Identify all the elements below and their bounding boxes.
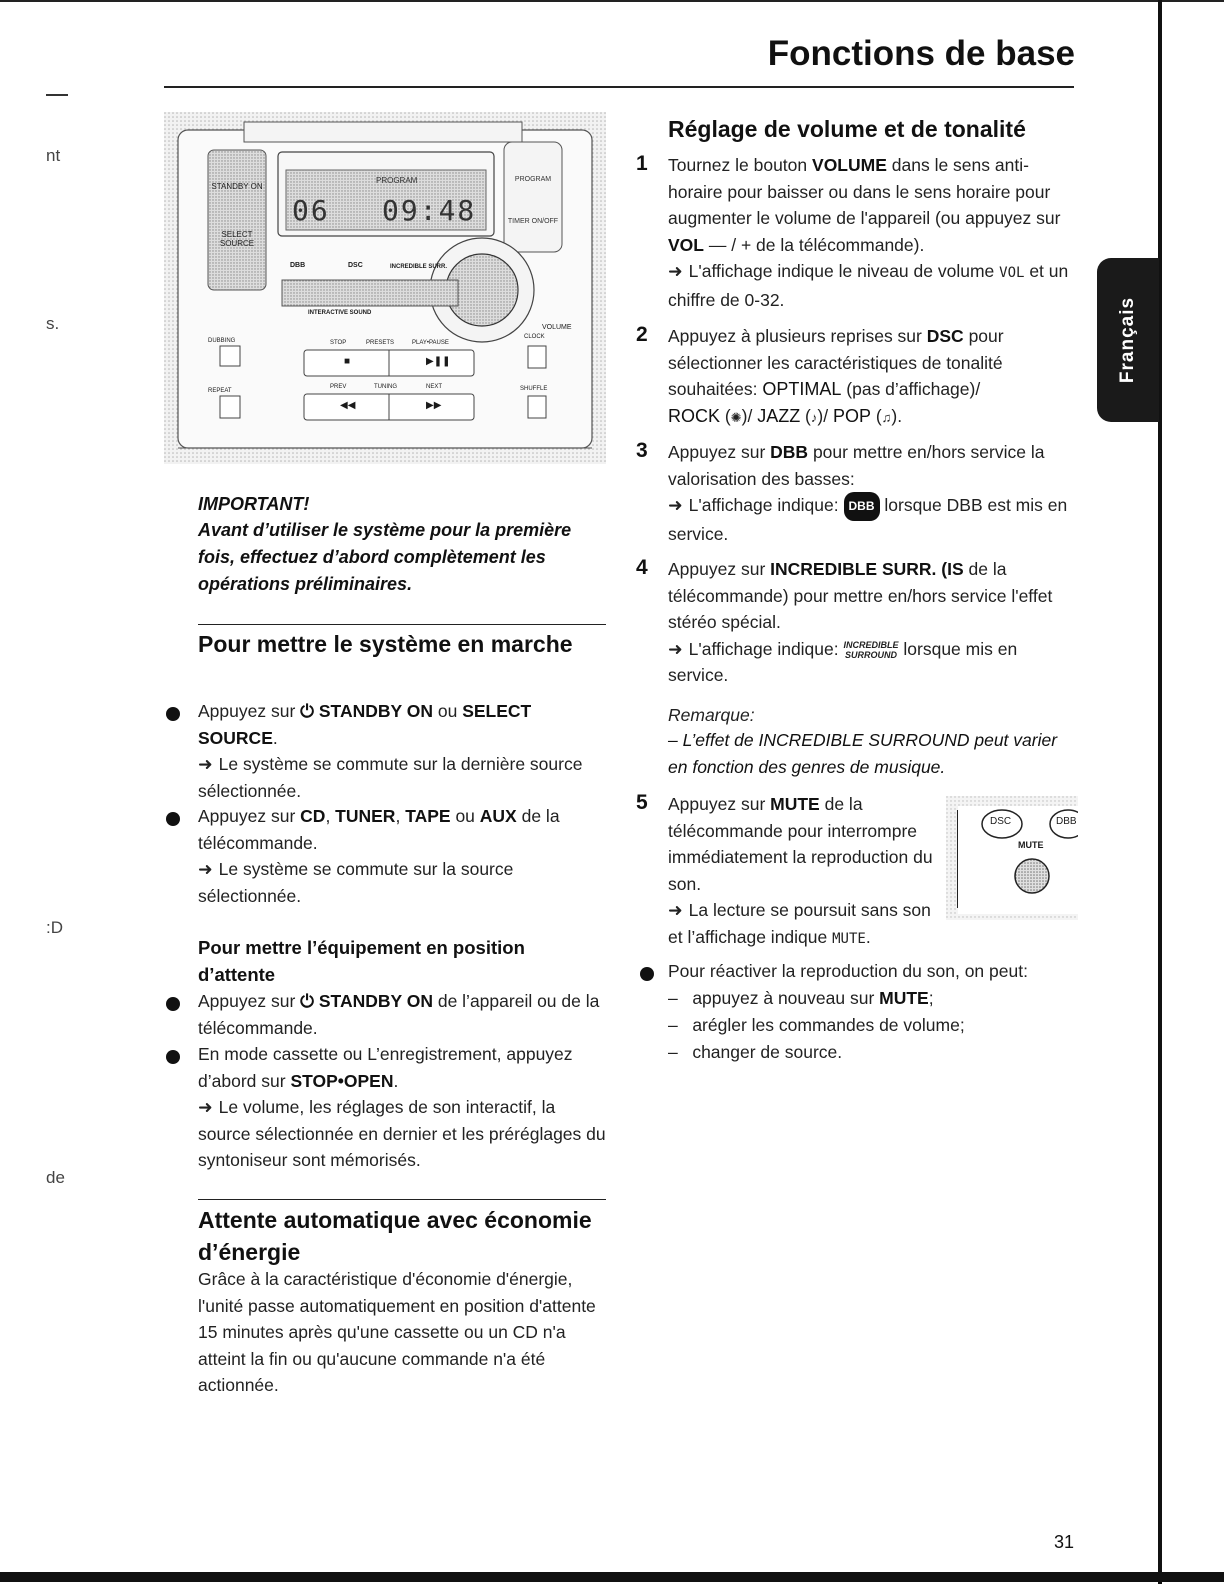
- lcd-label: PROGRAM: [376, 176, 418, 185]
- page-number: 31: [1053, 1532, 1074, 1552]
- standby-heading: Pour mettre l’équipement en position d’attente: [198, 937, 525, 985]
- device-top-handle: [244, 122, 522, 142]
- margin-fragment: s.: [46, 314, 60, 333]
- prev-label: PREV: [330, 384, 347, 390]
- device-figure: [164, 112, 606, 464]
- step-number: 2: [636, 323, 648, 346]
- repeat-label: REPEAT: [208, 388, 232, 394]
- standby-bullet-1: Appuyez sur ⏻ STANDBY ON de l’appareil ou de la télécommande.: [198, 991, 600, 1038]
- page-title: Fonctions de base: [767, 34, 1075, 73]
- bullet: [166, 707, 180, 721]
- bullet: [166, 997, 180, 1011]
- pop-icon: ♫: [881, 409, 892, 425]
- play-pause-label: PLAY•PAUSE: [412, 340, 449, 346]
- timer-button-label: TIMER ON/OFF: [507, 218, 559, 225]
- clock-button[interactable]: [528, 346, 546, 368]
- margin-fragment: nt: [46, 146, 61, 165]
- title-rule: [164, 86, 1074, 88]
- remote-figure: [946, 796, 1078, 920]
- select-source-label: SELECT SOURCE: [219, 230, 255, 248]
- remote-dsc-label: DSC: [990, 816, 1012, 827]
- arrow-icon: ➜: [198, 754, 213, 774]
- standby-bullet-2: En mode cassette ou L’enregistrement, appuyez d’abord sur STOP•OPEN. ➜ Le volume, les réglages de son interactif, la source sélectionnée en dernier et les préréglages du syntoniseur sont mémorisés.: [198, 1044, 606, 1170]
- surr-label: INCREDIBLE SURR.: [390, 264, 448, 270]
- margin-mark: [46, 94, 68, 96]
- play-pause-icon: ▶❚❚: [426, 356, 451, 367]
- page-border-right: [1158, 0, 1162, 1584]
- tuning-label: TUNING: [374, 384, 397, 390]
- arrow-icon: ➜: [198, 859, 213, 879]
- interactive-sound-label: INTERACTIVE SOUND: [308, 310, 372, 316]
- repeat-button[interactable]: [220, 396, 240, 418]
- dsc-label: DSC: [348, 262, 363, 269]
- jazz-icon: ♪: [810, 409, 818, 425]
- lcd-mute-text: MUTE: [832, 930, 866, 947]
- restore-item-2: – arégler les commandes de volume;: [668, 1015, 965, 1035]
- dbb-badge-icon: DBB: [844, 492, 880, 521]
- rock-icon: ✺: [730, 409, 742, 425]
- restore-item-1: – appuyez à nouveau sur MUTE;: [668, 988, 934, 1008]
- dubbing-button[interactable]: [220, 346, 240, 366]
- stop-label: STOP: [330, 340, 347, 346]
- arrow-icon: ➜: [668, 638, 683, 659]
- remote-dbb-label: DBB: [1056, 816, 1077, 827]
- step-number: 1: [636, 152, 648, 175]
- bullet: [166, 812, 180, 826]
- remote-mute-label: MUTE: [1018, 840, 1044, 850]
- sound-buttons[interactable]: [282, 280, 458, 306]
- section-auto-text: Grâce à la caractéristique d'économie d'énergie, l'unité passe automatiquement en position d'attente 15 minutes après qu'une cassette ou un CD n'a atteint la fin ou qu'aucune commande n'a été actionnée.: [198, 1269, 596, 1395]
- step-1: Tournez le bouton VOLUME dans le sens anti-horaire pour baisser ou dans le sens horaire pour augmenter le volume de l'appareil (ou appuyez sur VOL — / + de la télécommande). ➜ L'affichage indique le niveau de volume VOL et un chiffre de 0-32.: [668, 155, 1069, 310]
- section-rule: [198, 1199, 606, 1200]
- step-number: 5: [636, 791, 648, 814]
- step-number: 4: [636, 556, 648, 579]
- margin-fragment: de: [46, 1168, 65, 1187]
- note-text: – L’effet de INCREDIBLE SURROUND peut varier en fonction des genres de musique.: [668, 730, 1058, 777]
- section-auto-heading: Attente automatique avec économie d’énergie: [198, 1207, 592, 1265]
- standby-icon: ⏻: [300, 701, 314, 721]
- arrow-icon: ➜: [668, 900, 683, 920]
- section-on-bullet-1: Appuyez sur ⏻ STANDBY ON ou SELECT SOURCE. ➜ Le système se commute sur la dernière source sélectionnée.: [198, 701, 583, 801]
- note-title: Remarque:: [668, 705, 755, 725]
- lcd-left-digits: 06: [292, 194, 330, 227]
- arrow-icon: ➜: [668, 495, 683, 515]
- right-button-panel: [504, 142, 562, 252]
- dubbing-label: DUBBING: [208, 338, 236, 344]
- shuffle-button[interactable]: [528, 396, 546, 418]
- lcd-vol-text: VOL: [999, 265, 1025, 281]
- section-volume-heading: Réglage de volume et de tonalité: [668, 116, 1026, 142]
- step-3: Appuyez sur DBB pour mettre en/hors service la valorisation des basses: ➜ L'affichage indique: DBB lorsque DBB est mis en service.: [668, 442, 1068, 544]
- restore-item-3: – changer de source.: [668, 1042, 843, 1062]
- incredible-surround-icon: INCREDIBLE SURROUND: [843, 639, 899, 660]
- section-on-heading: Pour mettre le système en marche: [198, 631, 573, 657]
- prev-icon: ◀◀: [340, 400, 356, 411]
- bullet: [166, 1050, 180, 1064]
- next-icon: ▶▶: [426, 400, 442, 411]
- arrow-icon: ➜: [668, 261, 683, 281]
- shuffle-label: SHUFFLE: [520, 386, 548, 392]
- arrow-icon: ➜: [198, 1097, 213, 1117]
- step-2: Appuyez à plusieurs reprises sur DSC pour sélectionner les caractéristiques de tonalité souhaitées: OPTIMAL (pas d’affichage)/ ROCK (✺)/ JAZZ (♪)/ POP (♫).: [668, 323, 1076, 431]
- clock-label: CLOCK: [524, 334, 545, 340]
- restore-intro: Pour réactiver la reproduction du son, on peut:: [668, 961, 1028, 981]
- presets-label: PRESETS: [366, 340, 395, 346]
- step-number: 3: [636, 439, 648, 462]
- step-5: Appuyez sur MUTE de la télécommande pour interrompre immédiatement la reproduction du son. ➜ La lecture se poursuit sans son et l’affichage indique MUTE.: [668, 794, 933, 947]
- step-4: Appuyez sur INCREDIBLE SURR. (IS de la télécommande) pour mettre en/hors service l'effet stéréo spécial. ➜ L'affichage indique: INCREDIBLE SURROUND lorsque mis en service.: [668, 559, 1053, 685]
- language-tab-label: Français: [1117, 296, 1138, 384]
- stop-icon: ■: [344, 356, 351, 367]
- important-title: IMPORTANT!: [198, 494, 310, 514]
- remote-mute-button[interactable]: [1015, 859, 1049, 893]
- dbb-label: DBB: [290, 262, 306, 269]
- standby-icon: ⏻: [300, 991, 314, 1011]
- important-text: Avant d’utiliser le système pour la première fois, effectuez d’abord complètement les opérations préliminaires.: [198, 520, 572, 594]
- left-button-panel: [208, 150, 266, 290]
- page-border-top: [0, 0, 1224, 2]
- section-on-bullet-2: Appuyez sur CD, TUNER, TAPE ou AUX de la télécommande. ➜ Le système se commute sur la source sélectionnée.: [198, 806, 560, 906]
- volume-label: VOLUME: [542, 324, 572, 331]
- section-rule: [198, 624, 606, 625]
- language-tab: [1097, 258, 1159, 422]
- standby-button-label: STANDBY ON: [211, 182, 263, 191]
- lcd-right-digits: 09:48: [382, 194, 477, 227]
- bullet: [640, 967, 654, 981]
- program-button-label: PROGRAM: [514, 176, 552, 183]
- margin-fragment: :D: [46, 918, 63, 937]
- page-border-bottom: [0, 1572, 1224, 1582]
- next-label: NEXT: [426, 384, 443, 390]
